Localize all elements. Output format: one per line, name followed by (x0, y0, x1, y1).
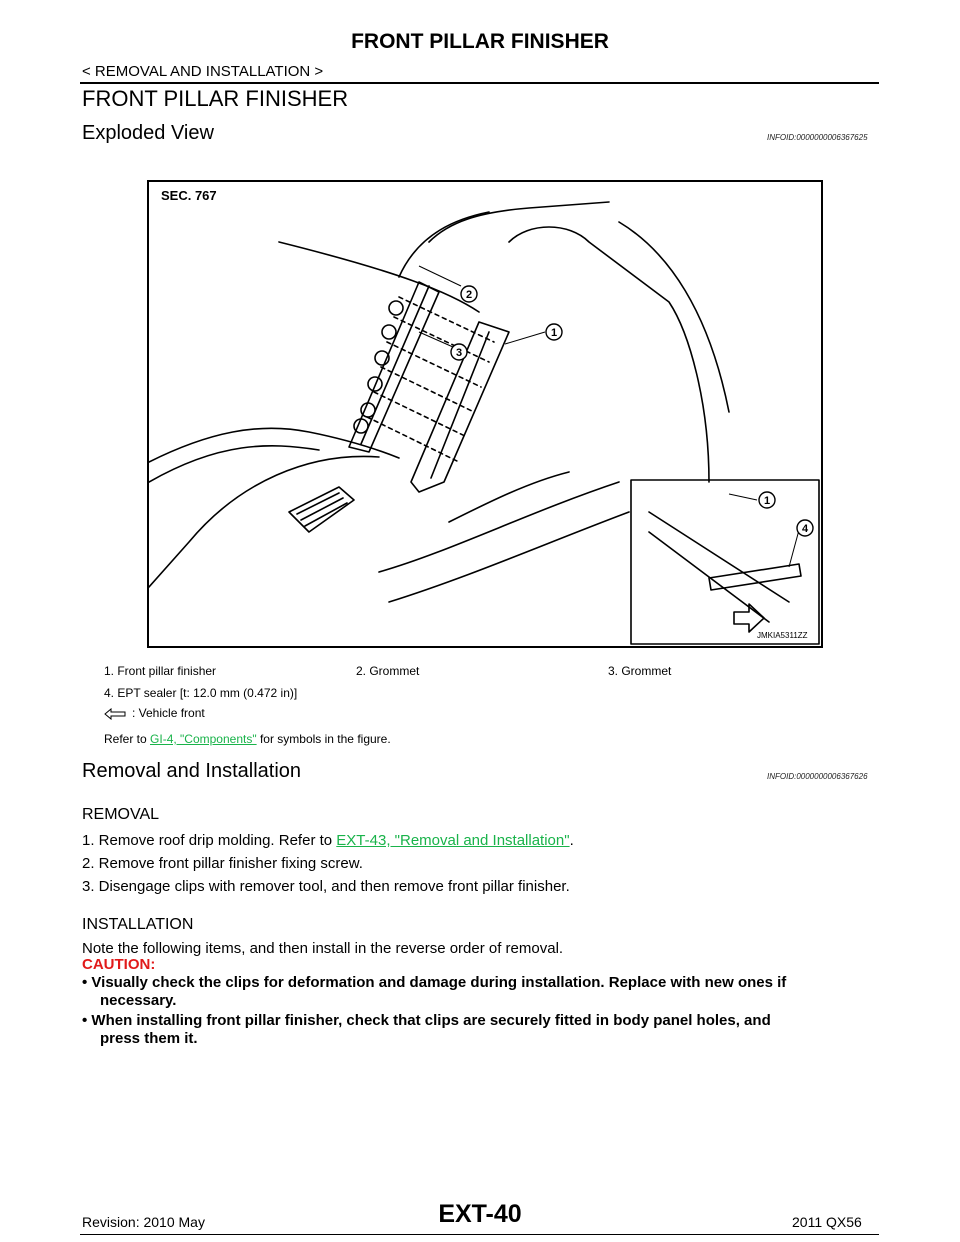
header-divider (80, 82, 879, 84)
legend-item-2: 2. Grommet (356, 664, 420, 678)
removal-installation-infoid: INFOID:0000000006367626 (767, 772, 868, 781)
caution-bullet-1-line-2: necessary. (100, 992, 177, 1009)
page-number: EXT-40 (438, 1200, 522, 1228)
callout-3: 3 (455, 347, 463, 359)
removal-step-1 (82, 832, 574, 849)
refer-suffix: for symbols in the figure. (256, 732, 391, 746)
caution-label: CAUTION: (82, 956, 156, 973)
removal-installation-heading: Removal and Installation (82, 760, 302, 782)
caution-bullet-2-line-2: press them it. (100, 1030, 198, 1047)
legend-item-3: 3. Grommet (608, 664, 672, 678)
exploded-view-infoid: INFOID:0000000006367625 (767, 133, 868, 142)
caution-bullet-2-line-1: • When installing front pillar finisher, check that clips are securely fitted in body panel holes, and (82, 1012, 771, 1029)
page-header-title: FRONT PILLAR FINISHER (351, 30, 609, 53)
footer-divider (80, 1234, 879, 1235)
removal-subheading: REMOVAL (82, 806, 160, 823)
callout-2: 2 (465, 289, 473, 301)
figure-image-code: JMKIA5311ZZ (757, 631, 808, 640)
legend-item-1: 1. Front pillar finisher (104, 664, 217, 678)
footer-model: 2011 QX56 (792, 1214, 862, 1230)
removal-step-3: 3. Disengage clips with remover tool, and then remove front pillar finisher. (82, 878, 570, 895)
section-title: FRONT PILLAR FINISHER (82, 86, 349, 111)
refer-prefix: Refer to (104, 732, 151, 746)
callout-1-inset: 1 (763, 495, 771, 507)
step1-prefix: 1. Remove roof drip molding. Refer to (82, 832, 337, 849)
figure-section-label: SEC. 767 (161, 188, 217, 203)
legend-refer (104, 732, 391, 746)
installation-subheading: INSTALLATION (82, 916, 194, 933)
arrow-left-icon (104, 708, 126, 720)
installation-note: Note the following items, and then install in the reverse order of removal. (82, 940, 564, 957)
exploded-view-drawing (149, 182, 821, 646)
exploded-view-heading: Exploded View (82, 122, 214, 144)
callout-1: 1 (550, 327, 558, 339)
breadcrumb[interactable]: < REMOVAL AND INSTALLATION > (82, 63, 324, 80)
step1-link-ext43[interactable]: EXT-43, "Removal and Installation" (336, 832, 570, 849)
callout-4: 4 (801, 523, 809, 535)
legend-vehicle-front (104, 706, 205, 720)
caution-bullet-1-line-1: • Visually check the clips for deformation and damage during installation. Replace with new ones if (82, 974, 787, 991)
step1-suffix: . (569, 832, 574, 849)
vehicle-front-text: : Vehicle front (132, 706, 205, 720)
footer-revision: Revision: 2010 May (82, 1214, 205, 1230)
refer-link-gi4[interactable]: GI-4, "Components" (150, 732, 257, 746)
removal-step-2: 2. Remove front pillar finisher fixing screw. (82, 855, 363, 872)
legend-item-4: 4. EPT sealer [t: 12.0 mm (0.472 in)] (104, 686, 298, 700)
exploded-view-figure (147, 180, 823, 648)
